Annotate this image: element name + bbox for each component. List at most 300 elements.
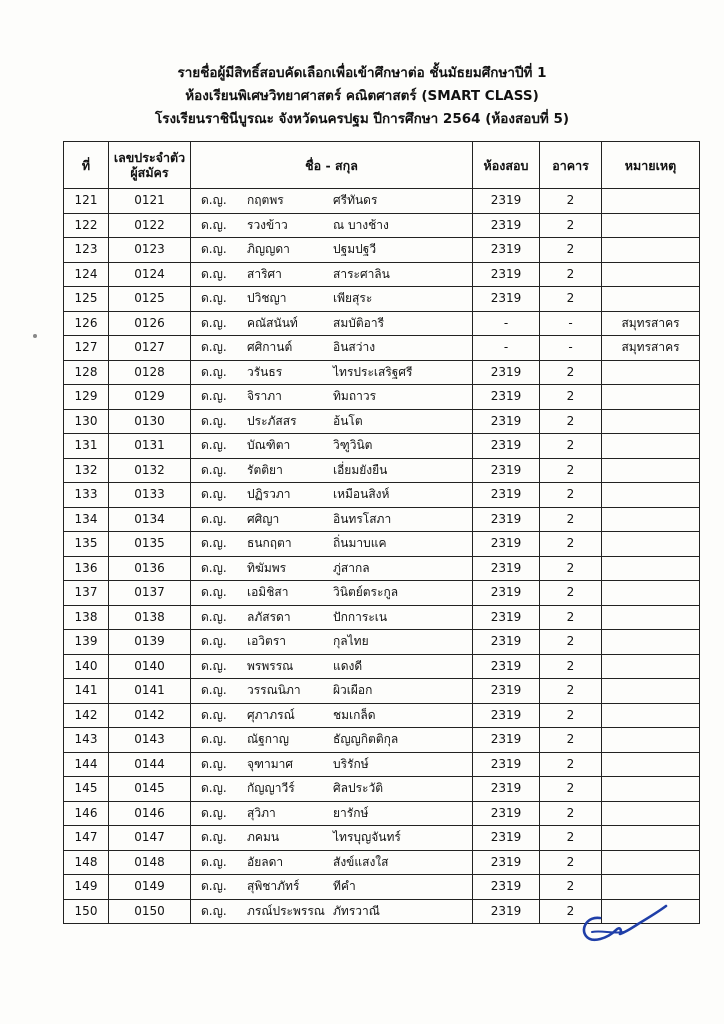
remark (602, 556, 700, 581)
table-row (64, 679, 700, 704)
student-name (191, 287, 473, 312)
remark (602, 777, 700, 802)
building: 2 (540, 581, 602, 606)
row-number: 122 (64, 213, 109, 238)
student-name (191, 703, 473, 728)
table-row (64, 703, 700, 728)
row-number: 137 (64, 581, 109, 606)
last-name: อินทรโสภา (333, 511, 392, 526)
student-name (191, 826, 473, 851)
row-number: 148 (64, 850, 109, 875)
building: 2 (540, 703, 602, 728)
last-name: ชมเกล็ด (333, 707, 376, 722)
remark: สมุทรสาคร (602, 311, 700, 336)
building: 2 (540, 360, 602, 385)
table-row (64, 458, 700, 483)
applicant-id: 0137 (109, 581, 191, 606)
last-name: ธัญญกิตติกุล (333, 732, 399, 747)
first-name: สุพิชาภัทร์ (247, 879, 300, 894)
student-name (191, 875, 473, 900)
student-name (191, 189, 473, 214)
first-name: สุวิภา (247, 805, 276, 820)
remark (602, 385, 700, 410)
table-header-row (64, 142, 700, 189)
name-title: ด.ญ. (201, 634, 227, 649)
last-name: ถิ่นมาบแค (333, 536, 387, 551)
first-name: จิราภา (247, 389, 282, 404)
building: 2 (540, 287, 602, 312)
row-number: 121 (64, 189, 109, 214)
row-number: 147 (64, 826, 109, 851)
name-title: ด.ญ. (201, 805, 227, 820)
applicant-id: 0124 (109, 262, 191, 287)
name-title: ด.ญ. (201, 560, 227, 575)
name-title: ด.ญ. (201, 291, 227, 306)
name-title: ด.ญ. (201, 658, 227, 673)
first-name: อัยลดา (247, 854, 284, 869)
building: - (540, 336, 602, 361)
exam-room: 2319 (473, 728, 540, 753)
table-row (64, 826, 700, 851)
name-title: ด.ญ. (201, 585, 227, 600)
remark (602, 801, 700, 826)
first-name: จุฑามาศ (247, 756, 293, 771)
name-title: ด.ญ. (201, 217, 227, 232)
applicant-id: 0141 (109, 679, 191, 704)
first-name: ทิฆัมพร (247, 560, 287, 575)
applicant-id: 0136 (109, 556, 191, 581)
exam-room: 2319 (473, 287, 540, 312)
applicant-id: 0147 (109, 826, 191, 851)
remark (602, 581, 700, 606)
row-number: 126 (64, 311, 109, 336)
title-line-1: รายชื่อผู้มีสิทธิ์สอบคัดเลือกเพื่อเข้าศึกษาต่อ ชั้นมัธยมศึกษาปีที่ 1 (177, 65, 547, 81)
first-name: วรันธร (247, 364, 283, 379)
first-name: ประภัสสร (247, 413, 297, 428)
row-number: 130 (64, 409, 109, 434)
last-name: ยารักษ์ (333, 805, 369, 820)
name-title: ด.ญ. (201, 732, 227, 747)
remark (602, 826, 700, 851)
title-line-2: ห้องเรียนพิเศษวิทยาศาสตร์ คณิตศาสตร์ (SMART CLASS) (185, 88, 539, 104)
applicant-id: 0142 (109, 703, 191, 728)
last-name: ปักการะเน (333, 609, 388, 624)
applicant-id: 0132 (109, 458, 191, 483)
building: 2 (540, 238, 602, 263)
row-number: 128 (64, 360, 109, 385)
building: 2 (540, 458, 602, 483)
name-title: ด.ญ. (201, 707, 227, 722)
first-name: ปฏิรวภา (247, 487, 291, 502)
exam-room: 2319 (473, 507, 540, 532)
applicant-id: 0131 (109, 434, 191, 459)
first-name: ภรณ์ประพรรณ (247, 903, 325, 918)
applicant-id: 0128 (109, 360, 191, 385)
first-name: ลภัสรดา (247, 609, 291, 624)
last-name: วิฑูวินิต (333, 438, 373, 453)
table-row (64, 777, 700, 802)
building: 2 (540, 630, 602, 655)
row-number: 124 (64, 262, 109, 287)
first-name: รัตติยา (247, 462, 283, 477)
document-title-block (0, 62, 724, 131)
name-title: ด.ญ. (201, 683, 227, 698)
name-title: ด.ญ. (201, 830, 227, 845)
name-title: ด.ญ. (201, 903, 227, 918)
name-title: ด.ญ. (201, 438, 227, 453)
student-name (191, 409, 473, 434)
remark (602, 654, 700, 679)
last-name: ณ บางช้าง (333, 217, 389, 232)
student-name (191, 850, 473, 875)
first-name: ศศิกานต์ (247, 340, 293, 355)
applicant-id: 0144 (109, 752, 191, 777)
applicant-id: 0143 (109, 728, 191, 753)
remark (602, 532, 700, 557)
last-name: ไทรประเสริฐศรี (333, 364, 413, 379)
first-name: ปวิชญา (247, 291, 287, 306)
remark (602, 850, 700, 875)
last-name: กุลไทย (333, 634, 369, 649)
table-row (64, 875, 700, 900)
title-line-3: โรงเรียนราชินีบูรณะ จังหวัดนครปฐม ปีการศึกษา 2564 (ห้องสอบที่ 5) (154, 111, 570, 127)
remark: สมุทรสาคร (602, 336, 700, 361)
remark (602, 213, 700, 238)
col-header-no: ที่ (64, 142, 109, 189)
student-name (191, 262, 473, 287)
exam-room: 2319 (473, 483, 540, 508)
exam-room: 2319 (473, 360, 540, 385)
student-name (191, 801, 473, 826)
last-name: สมบัติอารี (333, 315, 385, 330)
student-name (191, 434, 473, 459)
first-name: กฤตพร (247, 193, 284, 208)
applicant-table (63, 141, 700, 924)
table-row (64, 556, 700, 581)
remark (602, 238, 700, 263)
building: 2 (540, 262, 602, 287)
building: 2 (540, 801, 602, 826)
building: 2 (540, 385, 602, 410)
row-number: 141 (64, 679, 109, 704)
exam-room: 2319 (473, 213, 540, 238)
remark (602, 262, 700, 287)
row-number: 127 (64, 336, 109, 361)
applicant-id: 0138 (109, 605, 191, 630)
exam-room: 2319 (473, 189, 540, 214)
name-title: ด.ญ. (201, 413, 227, 428)
table-row (64, 311, 700, 336)
exam-room: 2319 (473, 703, 540, 728)
exam-room: 2319 (473, 605, 540, 630)
table-row (64, 581, 700, 606)
exam-room: - (473, 311, 540, 336)
first-name: ณัฐกาญ (247, 732, 289, 747)
exam-room: 2319 (473, 899, 540, 924)
col-header-room: ห้องสอบ (473, 142, 540, 189)
row-number: 134 (64, 507, 109, 532)
exam-room: 2319 (473, 409, 540, 434)
remark (602, 630, 700, 655)
name-title: ด.ญ. (201, 193, 227, 208)
exam-room: 2319 (473, 385, 540, 410)
building: 2 (540, 850, 602, 875)
remark (602, 483, 700, 508)
first-name: กัญญาวีร์ (247, 781, 295, 796)
last-name: อ้นโต (333, 413, 363, 428)
exam-room: 2319 (473, 434, 540, 459)
building: 2 (540, 213, 602, 238)
first-name: พรพรรณ (247, 658, 294, 673)
exam-room: 2319 (473, 875, 540, 900)
row-number: 138 (64, 605, 109, 630)
exam-room: 2319 (473, 532, 540, 557)
remark (602, 728, 700, 753)
name-title: ด.ญ. (201, 462, 227, 477)
last-name: เพียสุระ (333, 291, 373, 306)
first-name: ธนกฤตา (247, 536, 292, 551)
table-row (64, 728, 700, 753)
name-title: ด.ญ. (201, 781, 227, 796)
remark (602, 605, 700, 630)
applicant-id: 0121 (109, 189, 191, 214)
first-name: เอวิตรา (247, 634, 287, 649)
student-name (191, 605, 473, 630)
applicant-id: 0135 (109, 532, 191, 557)
student-name (191, 213, 473, 238)
row-number: 136 (64, 556, 109, 581)
table-row (64, 532, 700, 557)
building: 2 (540, 752, 602, 777)
table-row (64, 262, 700, 287)
col-header-applicant-id-line2: ผู้สมัคร (130, 165, 169, 180)
applicant-id: 0127 (109, 336, 191, 361)
remark (602, 189, 700, 214)
name-title: ด.ญ. (201, 340, 227, 355)
table-row (64, 507, 700, 532)
table-row (64, 287, 700, 312)
building: - (540, 311, 602, 336)
table-row (64, 336, 700, 361)
building: 2 (540, 483, 602, 508)
exam-room: 2319 (473, 556, 540, 581)
last-name: วินิตย์ตระกูล (333, 585, 399, 600)
name-title: ด.ญ. (201, 242, 227, 257)
table-row (64, 850, 700, 875)
row-number: 129 (64, 385, 109, 410)
table-row (64, 630, 700, 655)
exam-room: 2319 (473, 679, 540, 704)
table-row (64, 238, 700, 263)
building: 2 (540, 728, 602, 753)
building: 2 (540, 605, 602, 630)
table-row (64, 605, 700, 630)
student-name (191, 728, 473, 753)
student-name (191, 899, 473, 924)
student-name (191, 679, 473, 704)
table-row (64, 409, 700, 434)
row-number: 144 (64, 752, 109, 777)
building: 2 (540, 189, 602, 214)
row-number: 146 (64, 801, 109, 826)
exam-room: 2319 (473, 630, 540, 655)
name-title: ด.ญ. (201, 854, 227, 869)
first-name: ศศิญา (247, 511, 280, 526)
name-title: ด.ญ. (201, 536, 227, 551)
col-header-applicant-id-line1: เลขประจำตัว (113, 150, 186, 165)
first-name: ภิญญดา (247, 242, 290, 257)
row-number: 131 (64, 434, 109, 459)
remark (602, 409, 700, 434)
applicant-id: 0145 (109, 777, 191, 802)
building: 2 (540, 654, 602, 679)
table-row (64, 213, 700, 238)
name-title: ด.ญ. (201, 879, 227, 894)
student-name (191, 581, 473, 606)
remark (602, 679, 700, 704)
exam-room: 2319 (473, 458, 540, 483)
table-row (64, 801, 700, 826)
last-name: แดงดี (333, 658, 363, 673)
remark (602, 875, 700, 900)
first-name: บัณฑิตา (247, 438, 291, 453)
row-number: 142 (64, 703, 109, 728)
last-name: บริรักษ์ (333, 756, 369, 771)
exam-room: 2319 (473, 850, 540, 875)
scan-speck (33, 334, 37, 338)
exam-room: - (473, 336, 540, 361)
table-row (64, 189, 700, 214)
student-name (191, 630, 473, 655)
applicant-id: 0122 (109, 213, 191, 238)
applicant-id: 0130 (109, 409, 191, 434)
student-name (191, 556, 473, 581)
applicant-id: 0150 (109, 899, 191, 924)
row-number: 123 (64, 238, 109, 263)
col-header-building: อาคาร (540, 142, 602, 189)
applicant-id: 0133 (109, 483, 191, 508)
row-number: 132 (64, 458, 109, 483)
exam-room: 2319 (473, 654, 540, 679)
row-number: 145 (64, 777, 109, 802)
applicant-id: 0126 (109, 311, 191, 336)
building: 2 (540, 409, 602, 434)
row-number: 125 (64, 287, 109, 312)
last-name: ไทรบุญจันทร์ (333, 830, 401, 845)
table-body (64, 189, 700, 924)
table-row (64, 360, 700, 385)
student-name (191, 777, 473, 802)
building: 2 (540, 899, 602, 924)
last-name: สาระศาลิน (333, 266, 390, 281)
applicant-id: 0146 (109, 801, 191, 826)
applicant-id: 0148 (109, 850, 191, 875)
building: 2 (540, 875, 602, 900)
first-name: ภคมน (247, 830, 280, 845)
table-row (64, 385, 700, 410)
building: 2 (540, 434, 602, 459)
row-number: 150 (64, 899, 109, 924)
last-name: สังข์แสงใส (333, 854, 389, 869)
col-header-name: ชื่อ - สกุล (191, 142, 473, 189)
remark (602, 287, 700, 312)
last-name: ภัทรวาณี (333, 903, 380, 918)
student-name (191, 654, 473, 679)
col-header-applicant-id (109, 142, 191, 189)
student-name (191, 752, 473, 777)
last-name: ศรีทันดร (333, 193, 378, 208)
last-name: ทิมถาวร (333, 389, 377, 404)
name-title: ด.ญ. (201, 756, 227, 771)
remark (602, 458, 700, 483)
student-name (191, 458, 473, 483)
applicant-id: 0134 (109, 507, 191, 532)
exam-room: 2319 (473, 238, 540, 263)
applicant-id: 0129 (109, 385, 191, 410)
student-name (191, 532, 473, 557)
last-name: เอี่ยมยังยืน (333, 462, 388, 477)
table-row (64, 434, 700, 459)
building: 2 (540, 826, 602, 851)
remark (602, 703, 700, 728)
last-name: ภู่สากล (333, 560, 370, 575)
exam-room: 2319 (473, 777, 540, 802)
last-name: อินสว่าง (333, 340, 376, 355)
row-number: 140 (64, 654, 109, 679)
name-title: ด.ญ. (201, 315, 227, 330)
student-name (191, 311, 473, 336)
table-row (64, 654, 700, 679)
name-title: ด.ญ. (201, 364, 227, 379)
last-name: เหมือนสิงห์ (333, 487, 390, 502)
applicant-id: 0139 (109, 630, 191, 655)
student-name (191, 360, 473, 385)
table-row (64, 483, 700, 508)
row-number: 135 (64, 532, 109, 557)
signature-icon (578, 900, 670, 950)
name-title: ด.ญ. (201, 609, 227, 624)
first-name: สาริศา (247, 266, 282, 281)
remark (602, 507, 700, 532)
exam-room: 2319 (473, 801, 540, 826)
student-name (191, 483, 473, 508)
applicant-id: 0149 (109, 875, 191, 900)
table-row (64, 752, 700, 777)
last-name: ทีคำ (333, 879, 356, 894)
student-name (191, 238, 473, 263)
first-name: เอมิชิสา (247, 585, 289, 600)
name-title: ด.ญ. (201, 511, 227, 526)
student-name (191, 336, 473, 361)
first-name: ศุภาภรณ์ (247, 707, 295, 722)
row-number: 133 (64, 483, 109, 508)
last-name: ผิวเผือก (333, 683, 373, 698)
student-name (191, 385, 473, 410)
building: 2 (540, 679, 602, 704)
name-title: ด.ญ. (201, 389, 227, 404)
remark (602, 752, 700, 777)
last-name: ศิลประวัติ (333, 781, 384, 796)
first-name: คณัสนันท์ (247, 315, 298, 330)
exam-room: 2319 (473, 262, 540, 287)
row-number: 139 (64, 630, 109, 655)
exam-room: 2319 (473, 752, 540, 777)
exam-room: 2319 (473, 826, 540, 851)
applicant-id: 0140 (109, 654, 191, 679)
building: 2 (540, 556, 602, 581)
name-title: ด.ญ. (201, 266, 227, 281)
name-title: ด.ญ. (201, 487, 227, 502)
